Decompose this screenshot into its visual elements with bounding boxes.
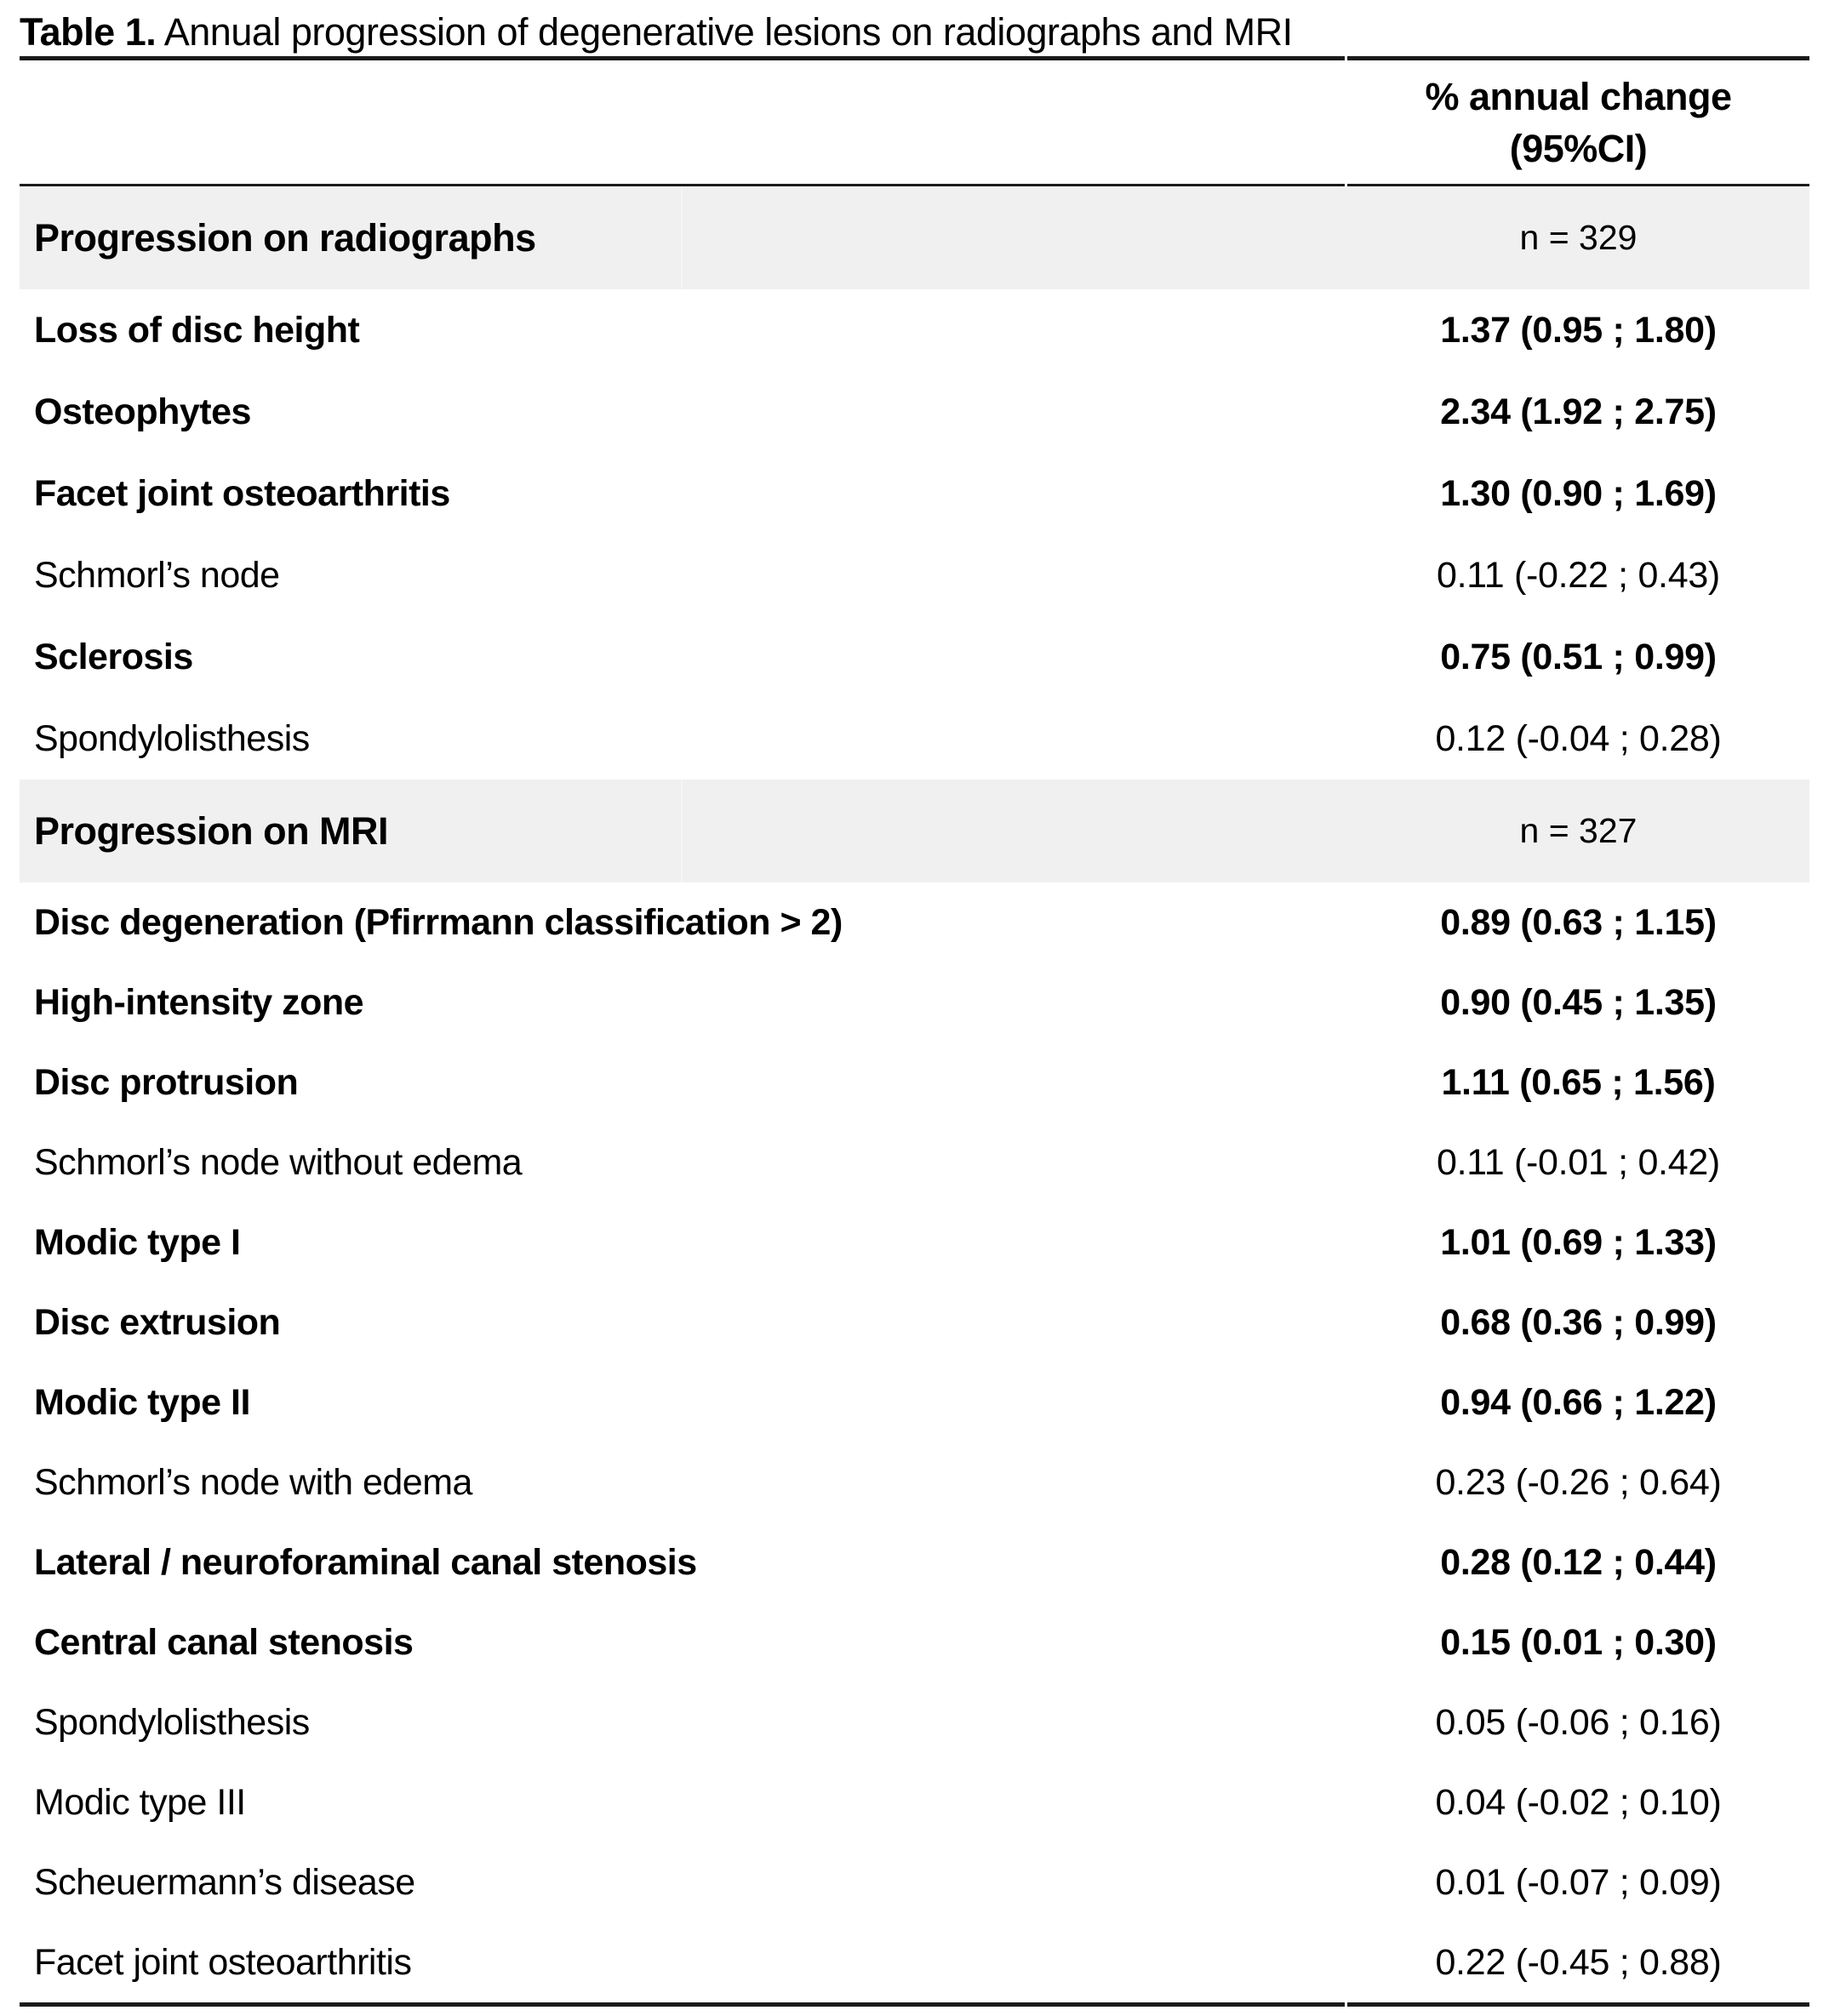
row-label: Schmorl’s node without edema: [34, 1141, 523, 1183]
table-caption-number: Table 1.: [20, 10, 157, 54]
table-row: [20, 1682, 1809, 1762]
section-title: Progression on MRI: [34, 808, 389, 853]
cell-seam: [681, 186, 683, 289]
row-label: Modic type I: [34, 1221, 241, 1263]
row-label: Disc extrusion: [34, 1301, 281, 1343]
row-label: Schmorl’s node with edema: [34, 1461, 472, 1503]
table-caption: [0, 0, 1829, 56]
table-row: [20, 289, 1809, 371]
table-row: [20, 1442, 1809, 1522]
row-value: 1.11 (0.65 ; 1.56): [1441, 1061, 1716, 1103]
section-header-row-1: [20, 780, 1809, 882]
row-value: 0.94 (0.66 ; 1.22): [1440, 1381, 1717, 1423]
table-row: [20, 882, 1809, 962]
value-column-header-line2: (95%CI): [1509, 126, 1648, 170]
table-row: [20, 1282, 1809, 1362]
bottom-rule: [20, 2002, 1809, 2007]
row-value: 1.01 (0.69 ; 1.33): [1440, 1221, 1717, 1263]
row-value: 0.28 (0.12 ; 0.44): [1440, 1541, 1717, 1583]
row-value: 1.30 (0.90 ; 1.69): [1440, 472, 1717, 514]
row-label: Sclerosis: [34, 636, 193, 677]
row-value: 0.15 (0.01 ; 0.30): [1440, 1621, 1717, 1663]
row-label: Modic type II: [34, 1381, 250, 1423]
table-row: [20, 1042, 1809, 1122]
row-value: 0.23 (-0.26 ; 0.64): [1435, 1461, 1722, 1503]
annual-progression-table: [20, 56, 1809, 2007]
row-label: Facet joint osteoarthritis: [34, 1941, 412, 1983]
row-value: 0.05 (-0.06 ; 0.16): [1435, 1701, 1722, 1743]
table-row: [20, 616, 1809, 698]
rule-segment: [1347, 56, 1809, 60]
row-value: 0.75 (0.51 ; 0.99): [1440, 636, 1717, 677]
table-row: [20, 698, 1809, 780]
row-label: Facet joint osteoarthritis: [34, 472, 450, 514]
rule-segment: [20, 56, 1345, 60]
top-rule: [20, 56, 1809, 60]
table-row: [20, 453, 1809, 534]
row-label: Schmorl’s node: [34, 554, 280, 596]
row-value: 0.04 (-0.02 ; 0.10): [1435, 1781, 1722, 1823]
row-label: Loss of disc height: [34, 309, 360, 351]
row-label: Central canal stenosis: [34, 1621, 414, 1663]
table-header-row: [20, 60, 1809, 184]
table-row: [20, 962, 1809, 1042]
row-label: Modic type III: [34, 1781, 246, 1823]
table-row: [20, 371, 1809, 453]
row-value: 0.11 (-0.01 ; 0.42): [1437, 1141, 1720, 1183]
section-title: Progression on radiographs: [34, 215, 536, 260]
row-value: 1.37 (0.95 ; 1.80): [1440, 309, 1717, 351]
cell-seam: [681, 780, 683, 882]
table-body: [20, 186, 1809, 2002]
row-label: Spondylolisthesis: [34, 717, 310, 759]
row-label: High-intensity zone: [34, 981, 364, 1023]
row-value: 0.11 (-0.22 ; 0.43): [1437, 554, 1720, 596]
table-row: [20, 1922, 1809, 2002]
value-column-header: [1347, 71, 1809, 174]
row-value: 0.01 (-0.07 ; 0.09): [1435, 1861, 1722, 1903]
table-row: [20, 1202, 1809, 1282]
table-row: [20, 1362, 1809, 1442]
row-label: Disc protrusion: [34, 1061, 299, 1103]
row-label: Disc degeneration (Pfirrmann classification > 2): [34, 901, 843, 943]
table-caption-text: Annual progression of degenerative lesions on radiographs and MRI: [156, 10, 1293, 54]
table-row: [20, 1762, 1809, 1842]
row-value: 0.68 (0.36 ; 0.99): [1440, 1301, 1717, 1343]
row-value: 0.12 (-0.04 ; 0.28): [1435, 717, 1722, 759]
section-sample-size: n = 327: [1519, 811, 1638, 850]
row-value: 0.22 (-0.45 ; 0.88): [1435, 1941, 1722, 1983]
row-label: Lateral / neuroforaminal canal stenosis: [34, 1541, 697, 1583]
section-sample-size: n = 329: [1519, 218, 1638, 257]
value-column-header-line1: % annual change: [1425, 74, 1732, 118]
rule-segment: [20, 2002, 1345, 2007]
row-label: Scheuermann’s disease: [34, 1861, 415, 1903]
rule-segment: [1347, 2002, 1809, 2007]
table-row: [20, 534, 1809, 616]
row-label: Osteophytes: [34, 391, 251, 432]
table-row: [20, 1602, 1809, 1682]
table-row: [20, 1522, 1809, 1602]
row-value: 2.34 (1.92 ; 2.75): [1440, 391, 1717, 432]
row-value: 0.89 (0.63 ; 1.15): [1440, 901, 1717, 943]
table-row: [20, 1122, 1809, 1202]
table-row: [20, 1842, 1809, 1922]
section-header-row-0: [20, 186, 1809, 289]
row-value: 0.90 (0.45 ; 1.35): [1440, 981, 1717, 1023]
row-label: Spondylolisthesis: [34, 1701, 310, 1743]
